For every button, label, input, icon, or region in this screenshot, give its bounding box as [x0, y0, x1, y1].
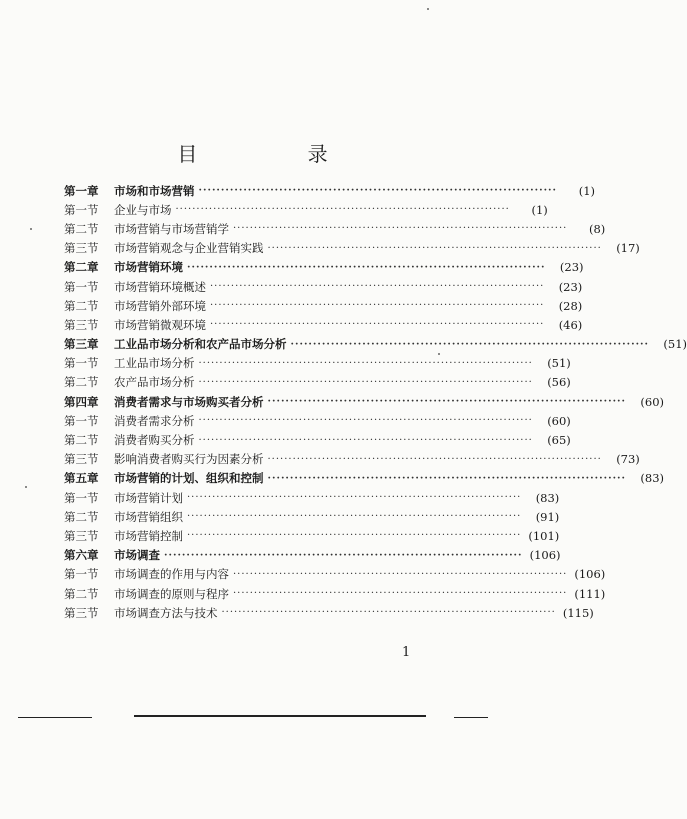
- dot-leader: ················································································: [210, 319, 545, 331]
- toc-entry-label: 第一节: [64, 413, 99, 428]
- toc-entry-title: 消费者购买分析: [114, 433, 195, 448]
- toc-entry-title: 工业品市场分析和农产品市场分析: [114, 337, 287, 352]
- bottom-rule-left: [18, 717, 92, 718]
- toc-section-row: [64, 315, 583, 334]
- toc-entry-page: (101): [528, 528, 560, 543]
- toc-entry-page: (23): [559, 260, 584, 275]
- dot-leader: ················································································: [267, 396, 627, 408]
- toc-entry-label: 第三节: [64, 241, 99, 256]
- toc-entry-label: 第一节: [64, 279, 99, 294]
- toc-entry-label: 第三节: [64, 605, 99, 620]
- scan-speck: [427, 8, 429, 10]
- dot-leader: ················································································: [198, 376, 533, 388]
- toc-entry-title: 企业与市场: [114, 202, 172, 217]
- toc-entry-title: 市场调查方法与技术: [114, 605, 218, 620]
- toc-entry-label: 第二节: [64, 433, 99, 448]
- dot-leader: ················································································: [187, 261, 546, 273]
- toc-entry-page: (111): [574, 586, 606, 601]
- dot-leader: ················································································: [267, 472, 627, 484]
- dot-leader: ················································································: [175, 204, 510, 216]
- toc-entry-page: (51): [663, 337, 687, 352]
- toc-entry-label: 第一节: [64, 202, 99, 217]
- dot-leader: ················································································: [290, 338, 650, 350]
- toc-entry-page: (1): [531, 202, 548, 217]
- toc-entry-title: 市场营销观念与企业营销实践: [114, 241, 264, 256]
- dot-leader: ················································································: [221, 607, 556, 619]
- toc-entry-title: 市场调查的作用与内容: [114, 567, 229, 582]
- toc-entry-page: (60): [640, 394, 665, 409]
- toc-entry-page: (106): [529, 548, 561, 563]
- dot-leader: ················································································: [187, 530, 522, 542]
- toc-section-row: [64, 296, 583, 315]
- dot-leader: ················································································: [233, 588, 568, 600]
- toc-entry-title: 市场营销外部环境: [114, 298, 206, 313]
- toc-chapter-row: [64, 258, 584, 277]
- toc-section-row: [64, 603, 594, 622]
- toc-entry-page: (83): [535, 490, 560, 505]
- page-title: 目 录: [177, 142, 380, 166]
- toc-entry-label: 第五章: [64, 471, 99, 486]
- dot-leader: ················································································: [210, 300, 545, 312]
- toc-entry-page: (56): [547, 375, 571, 390]
- toc-entry-label: 第一章: [64, 183, 99, 198]
- toc-entry-label: 第二节: [64, 509, 99, 524]
- toc-entry-page: (60): [547, 413, 571, 428]
- toc-entry-label: 第三节: [64, 452, 99, 467]
- toc-section-row: [64, 411, 571, 430]
- toc-entry-title: 影响消费者购买行为因素分析: [114, 452, 264, 467]
- page-number: 1: [402, 645, 411, 660]
- toc-entry-title: 市场调查: [114, 548, 160, 563]
- bottom-rule-main: [134, 715, 426, 717]
- toc-entry-title: 消费者需求与市场购买者分析: [114, 394, 264, 409]
- dot-leader: ················································································: [267, 453, 602, 465]
- scan-speck: [438, 353, 440, 355]
- bottom-rule-right: [454, 717, 488, 718]
- scan-speck: [30, 228, 32, 230]
- toc-entry-page: (106): [574, 567, 606, 582]
- toc-section-row: [64, 277, 583, 296]
- toc-section-row: [64, 584, 606, 603]
- toc-section-row: [64, 354, 571, 373]
- toc-section-row: [64, 565, 606, 584]
- dot-leader: ················································································: [233, 223, 568, 235]
- dot-leader: ················································································: [198, 434, 533, 446]
- dot-leader: ················································································: [187, 511, 522, 523]
- toc-entry-page: (17): [616, 241, 640, 256]
- toc-entry-page: (115): [562, 605, 594, 620]
- toc-entry-label: 第二节: [64, 221, 99, 236]
- table-of-contents: [64, 181, 687, 622]
- toc-entry-label: 第一节: [64, 356, 99, 371]
- scan-speck: [25, 486, 27, 488]
- toc-entry-title: 市场营销微观环境: [114, 317, 206, 332]
- toc-section-row: [64, 239, 640, 258]
- toc-section-row: [64, 488, 560, 507]
- dot-leader: ················································································: [198, 415, 533, 427]
- toc-entry-page: (51): [547, 356, 571, 371]
- toc-entry-page: (46): [558, 317, 583, 332]
- toc-entry-page: (28): [558, 298, 583, 313]
- toc-entry-title: 市场和市场营销: [114, 183, 195, 198]
- toc-chapter-row: [64, 392, 665, 411]
- toc-entry-page: (1): [578, 183, 596, 198]
- toc-entry-page: (65): [547, 433, 571, 448]
- toc-chapter-row: [64, 469, 665, 488]
- toc-section-row: [64, 200, 548, 219]
- toc-entry-label: 第二章: [64, 260, 99, 275]
- toc-chapter-row: [64, 335, 687, 354]
- toc-entry-page: (73): [616, 452, 640, 467]
- toc-section-row: [64, 507, 560, 526]
- toc-entry-label: 第三章: [64, 337, 99, 352]
- toc-chapter-row: [64, 546, 561, 565]
- toc-entry-page: (23): [558, 279, 583, 294]
- toc-chapter-row: [64, 181, 596, 200]
- dot-leader: ················································································: [267, 242, 602, 254]
- toc-entry-title: 市场营销计划: [114, 490, 183, 505]
- dot-leader: ················································································: [233, 568, 568, 580]
- toc-entry-label: 第二节: [64, 375, 99, 390]
- toc-entry-title: 工业品市场分析: [114, 356, 195, 371]
- toc-entry-title: 农产品市场分析: [114, 375, 195, 390]
- toc-section-row: [64, 219, 606, 238]
- dot-leader: ················································································: [198, 185, 558, 197]
- dot-leader: ················································································: [164, 549, 523, 561]
- toc-section-row: [64, 526, 560, 545]
- toc-entry-label: 第二节: [64, 298, 99, 313]
- toc-entry-title: 市场营销控制: [114, 528, 183, 543]
- toc-entry-title: 消费者需求分析: [114, 413, 195, 428]
- toc-entry-label: 第三节: [64, 528, 99, 543]
- toc-section-row: [64, 450, 640, 469]
- toc-entry-page: (8): [589, 221, 606, 236]
- toc-entry-label: 第二节: [64, 586, 99, 601]
- toc-entry-page: (83): [640, 471, 665, 486]
- toc-entry-label: 第一节: [64, 490, 99, 505]
- toc-entry-title: 市场营销的计划、组织和控制: [114, 471, 264, 486]
- toc-entry-title: 市场营销环境概述: [114, 279, 206, 294]
- toc-entry-page: (91): [535, 509, 560, 524]
- toc-entry-label: 第一节: [64, 567, 99, 582]
- toc-entry-label: 第四章: [64, 394, 99, 409]
- toc-entry-label: 第六章: [64, 548, 99, 563]
- dot-leader: ················································································: [198, 357, 533, 369]
- toc-entry-title: 市场营销与市场营销学: [114, 221, 229, 236]
- toc-entry-title: 市场营销环境: [114, 260, 183, 275]
- toc-section-row: [64, 373, 571, 392]
- dot-leader: ················································································: [187, 492, 522, 504]
- toc-entry-title: 市场营销组织: [114, 509, 183, 524]
- toc-section-row: [64, 430, 571, 449]
- dot-leader: ················································································: [210, 281, 545, 293]
- toc-entry-label: 第三节: [64, 317, 99, 332]
- toc-entry-title: 市场调查的原则与程序: [114, 586, 229, 601]
